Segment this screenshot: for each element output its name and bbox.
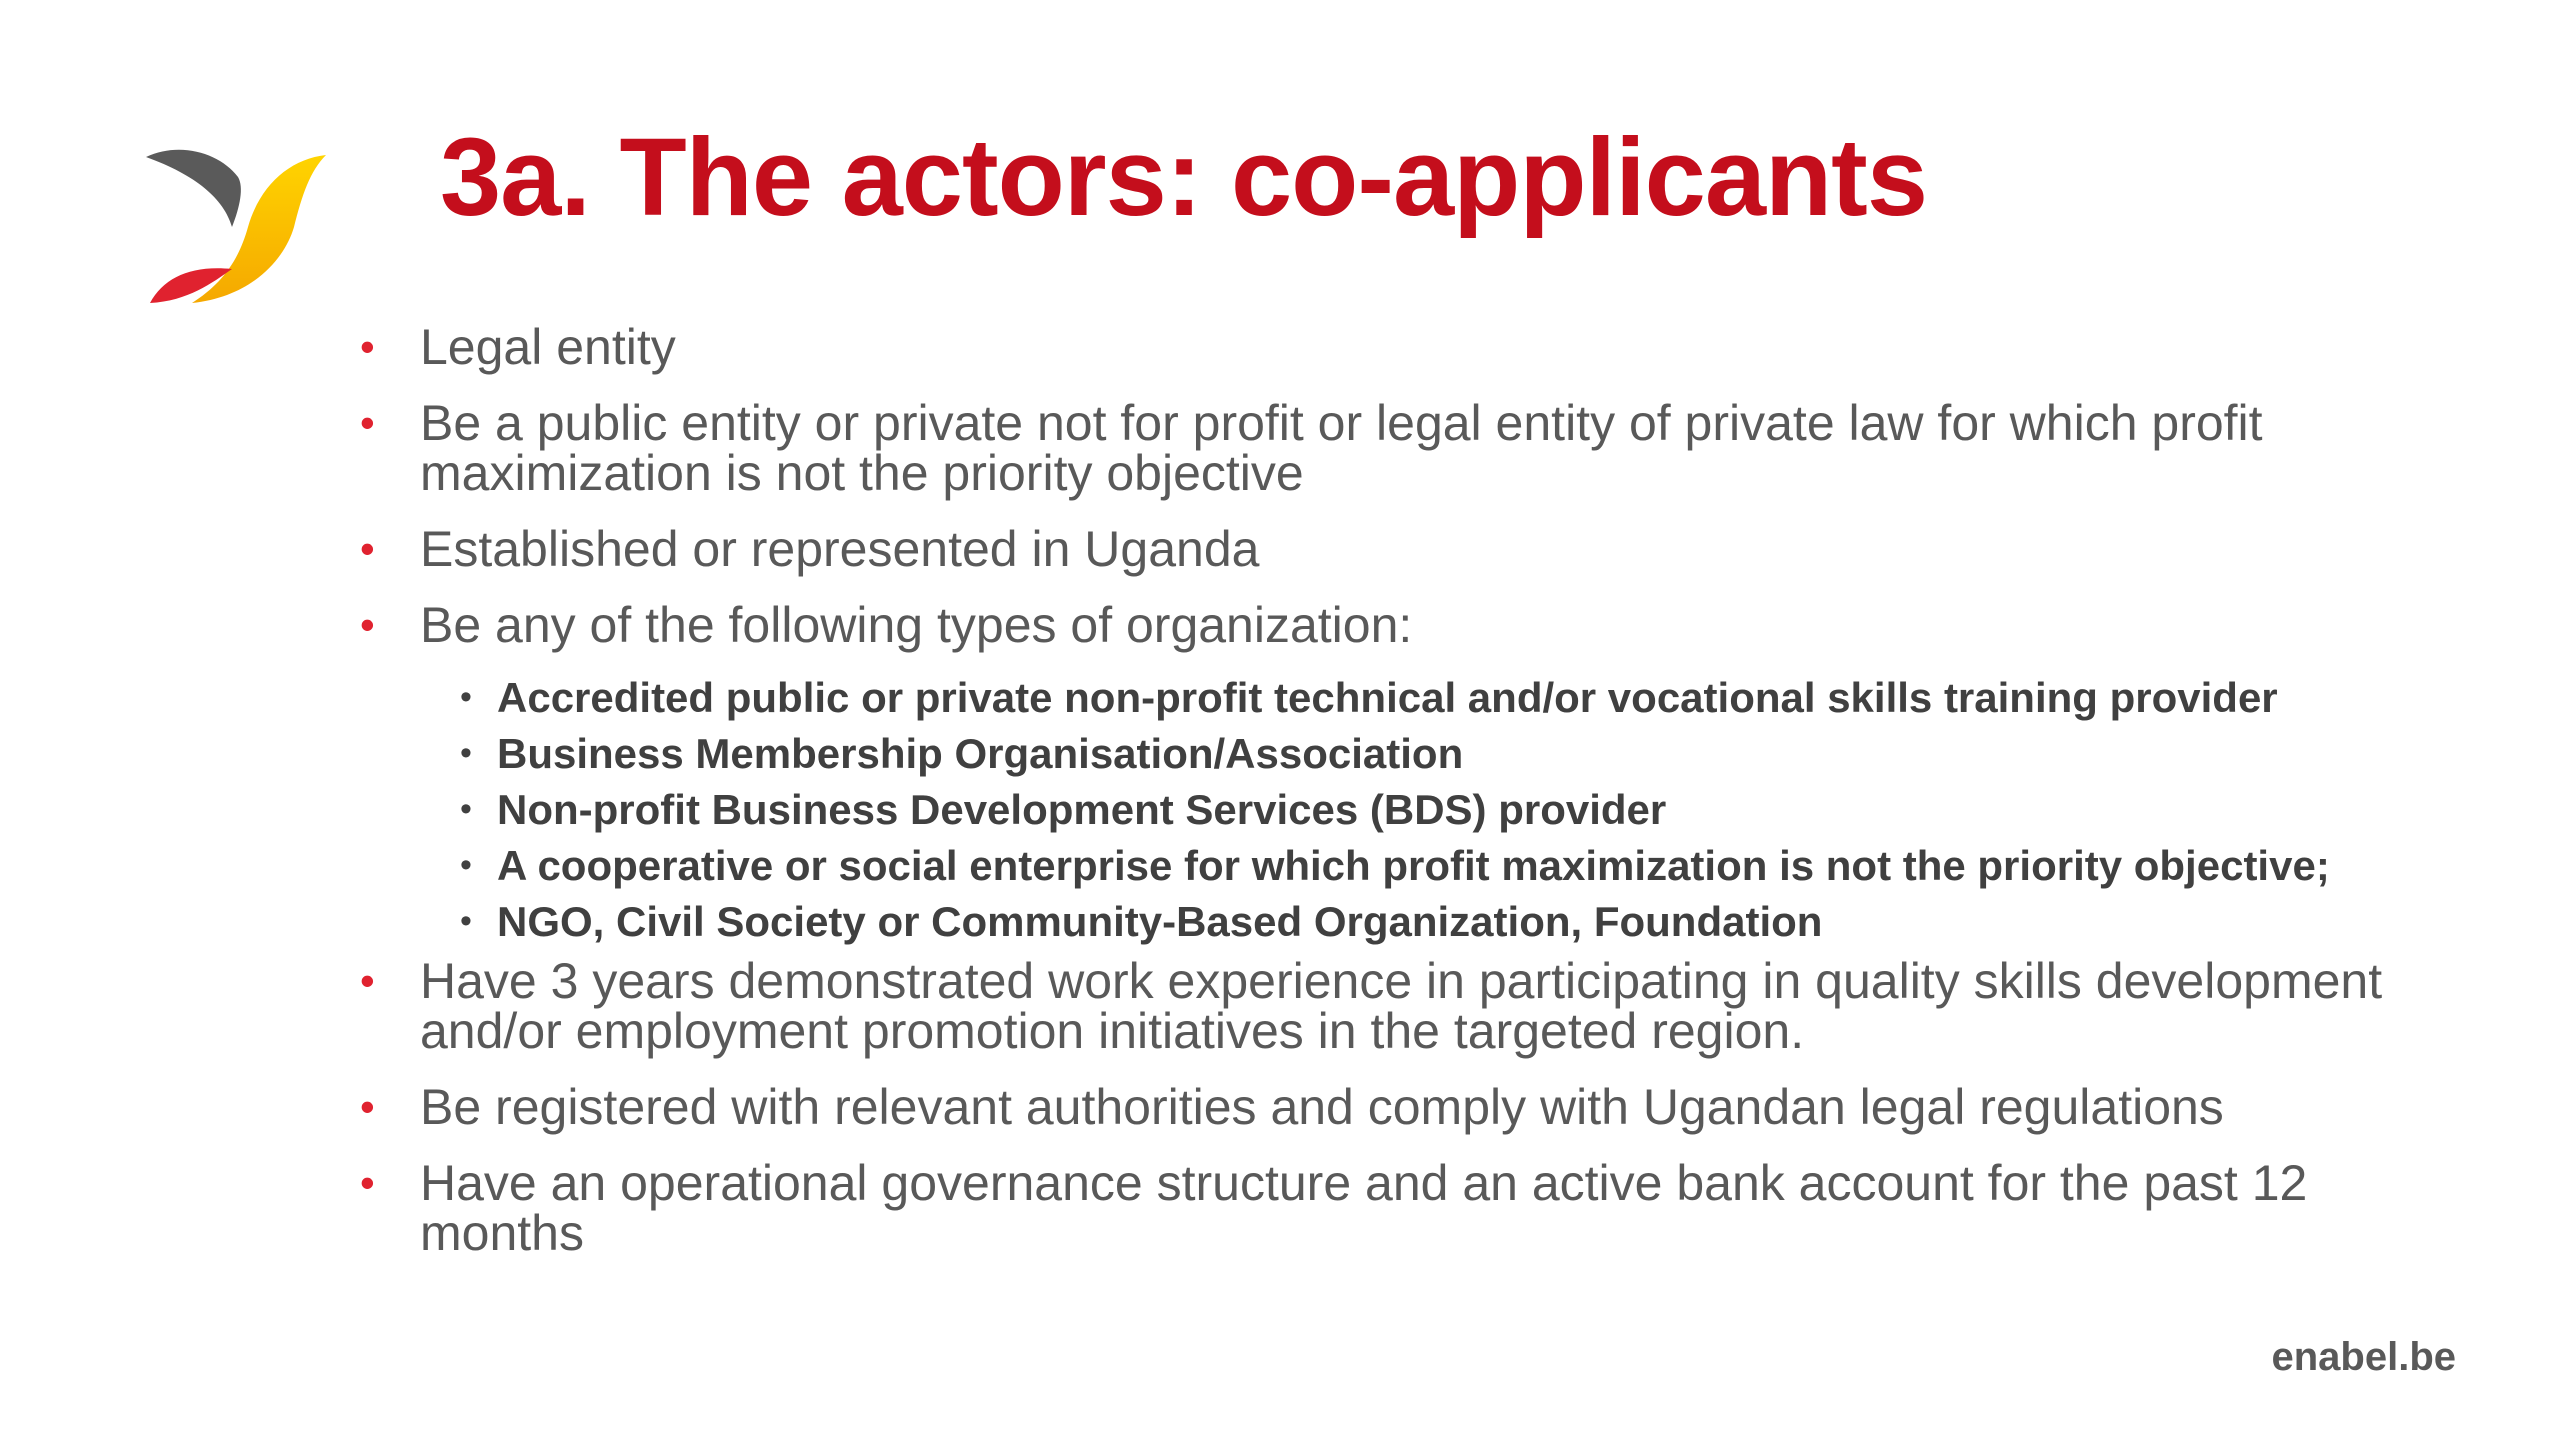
bullet-icon: • [360,957,375,1004]
sub-bullet-icon: • [460,846,472,884]
list-item [360,597,2450,653]
list-item-text: Legal entity [420,319,676,375]
list-item [360,1155,2450,1261]
sub-list-item [360,676,2450,719]
list-item [360,395,2450,501]
sub-list-item-text: NGO, Civil Society or Community-Based Organization, Foundation [497,898,1823,945]
list-item-text: Be a public entity or private not for profit or legal entity of private law for which profit maximization is not the priority objective [420,395,2263,501]
sub-list-item-text: Business Membership Organisation/Association [497,730,1464,777]
bullet-icon: • [360,1159,375,1206]
slide-title: 3a. The actors: co-applicants [440,116,1927,239]
list-item-text: Have an operational governance structure and an active bank account for the past 12 months [420,1155,2308,1261]
sub-list [360,676,2450,943]
bullet-icon: • [360,1083,375,1130]
sub-bullet-icon: • [460,902,472,940]
sub-bullet-icon: • [460,790,472,828]
sub-bullet-icon: • [460,734,472,772]
enabel-bird-logo-icon [140,135,330,310]
sub-list-item [360,732,2450,775]
bullet-icon: • [360,601,375,648]
bullet-list [360,319,2450,1284]
list-item [360,319,2450,375]
sub-list-item-text: Accredited public or private non-profit technical and/or vocational skills training provider [497,674,2278,721]
sub-list-item [360,900,2450,943]
sub-list-item-text: A cooperative or social enterprise for which profit maximization is not the priority objective; [497,842,2330,889]
footer-website: enabel.be [2271,1335,2456,1379]
sub-list-item [360,788,2450,831]
list-item-text: Have 3 years demonstrated work experience in participating in quality skills development and/or employment promotion initiatives in the targeted region. [420,953,2383,1059]
list-item [360,953,2450,1059]
list-item [360,521,2450,577]
list-item [360,1079,2450,1135]
bullet-icon: • [360,525,375,572]
bullet-icon: • [360,323,375,370]
sub-bullet-icon: • [460,678,472,716]
list-item-text: Established or represented in Uganda [420,521,1260,577]
list-item-text: Be registered with relevant authorities and comply with Ugandan legal regulations [420,1079,2224,1135]
list-item-text: Be any of the following types of organization: [420,597,1413,653]
sub-list-item [360,844,2450,887]
bullet-icon: • [360,399,375,446]
sub-list-item-text: Non-profit Business Development Services (BDS) provider [497,786,1667,833]
